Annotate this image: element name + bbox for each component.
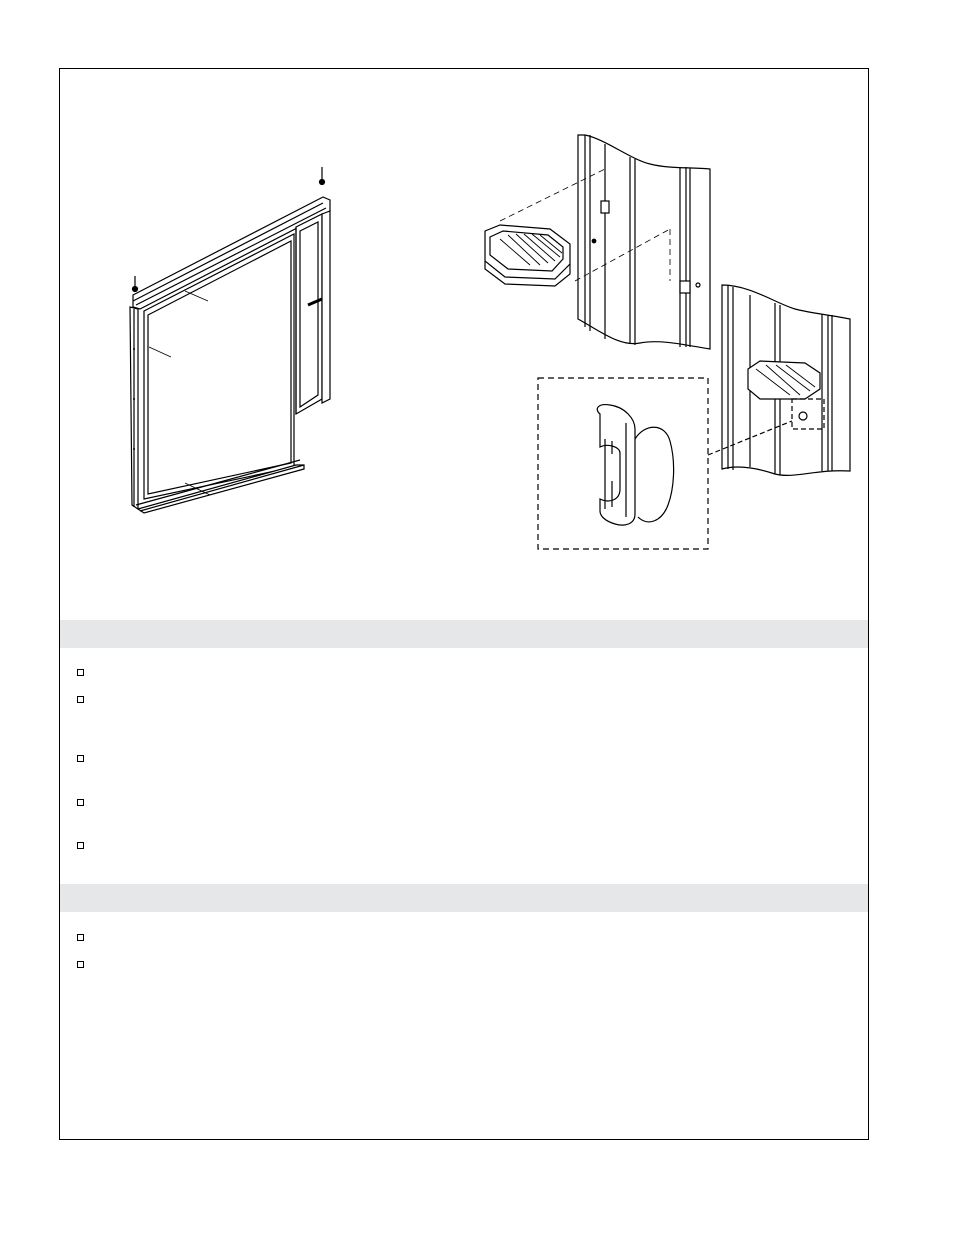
illustration-area	[60, 69, 868, 619]
checklist-checkbox[interactable]	[77, 934, 84, 941]
checklist-checkbox[interactable]	[77, 696, 84, 703]
checklist-checkbox[interactable]	[77, 799, 84, 806]
shower-door-frame-icon	[130, 167, 330, 513]
section-heading-bar-2	[60, 884, 868, 912]
checklist-checkbox[interactable]	[77, 669, 84, 676]
checklist-checkbox[interactable]	[77, 842, 84, 849]
soap-dish-bracket-icon	[485, 135, 850, 549]
section-heading-bar-1	[60, 620, 868, 648]
checklist-checkbox[interactable]	[77, 961, 84, 968]
checklist-checkbox[interactable]	[77, 755, 84, 762]
instruction-page-frame	[59, 68, 869, 1140]
